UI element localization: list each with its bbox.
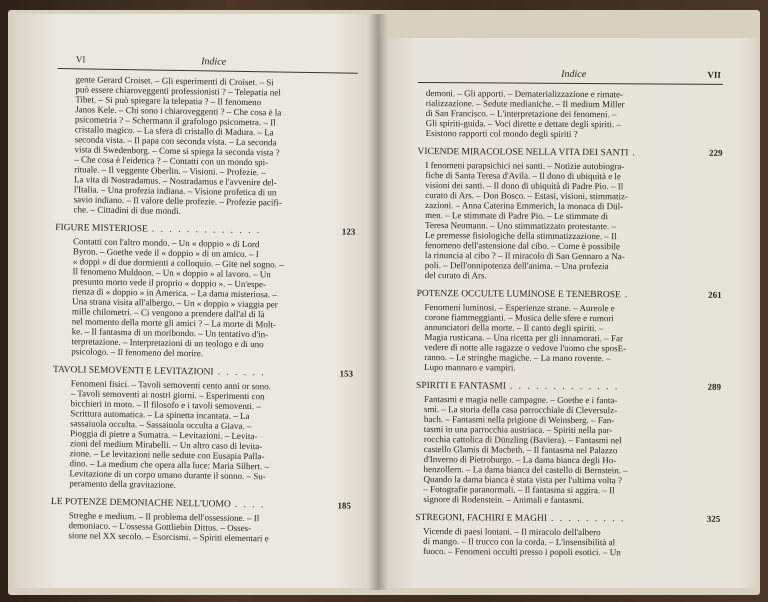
text-line: zioni del medium Mirabelli. – Un altro caso di levita-: [69, 438, 263, 452]
text-line: terpretazione. – Interpretazioni di un teologo e di uno: [71, 336, 264, 350]
chapter-heading: [417, 287, 722, 302]
running-title: Indice: [201, 56, 227, 68]
text-line: « doppi » di due dormienti a colloquio. – Gite nel sogno. –: [72, 256, 284, 270]
text-line: Esistono rapporti col mondo degli spiriti ?: [425, 128, 578, 139]
chapter-title: VICENDE MIRACOLOSE NELLA VITA DEI SANTI: [417, 146, 629, 159]
text-line: presunto morto vede il proprio « doppio ». – Un'espe-: [72, 276, 267, 290]
chapter-title: POTENZE OCCULTE LUMINOSE E TENEBROSE: [416, 288, 621, 301]
text-line: Quando la dama bianca è stata vista per l'ultima volta ?: [423, 474, 623, 486]
text-line: fiche di Santa Teresa d'Avila. – Il dono di ubiquità e le: [425, 170, 621, 182]
text-line: gente Gerard Croiset. – Gli esperimenti di Croiset. – Si: [75, 74, 274, 88]
text-line: può essere chiaroveggenti professionisti ? – Telepatia nel: [75, 84, 281, 98]
text-line: – Fotografie paranormali. – Il fantasma si aggira. – Il: [423, 484, 615, 496]
text-line: cristallo magico. – La sfera di cristallo di Madura. – La: [74, 124, 274, 138]
continued-entry-text: [418, 88, 723, 140]
chapter-contents: [415, 394, 721, 506]
text-line: ke. – Il fantasma di un moribondo. – Un tentativo d'in-: [71, 326, 269, 340]
text-line: nel momento della morte gli amici ? – La morte di Molt-: [71, 316, 277, 330]
text-line: Magia rusticana. – Una ricetta per gli innamorati. – Far: [424, 332, 624, 344]
text-line: bach. – Fantasmi nella prigione di Weinsberg. – Fan-: [423, 414, 615, 426]
text-line: Le premesse fisiologiche della stimmatizzazione. – Il: [424, 230, 617, 242]
text-line: bicchieri in moto. – Il filosofo e i tavoli semoventi. –: [70, 398, 262, 412]
text-line: visioni dei santi. – Il dono di ubiquità di Padre Pio. – Il: [425, 180, 624, 192]
text-line: che. – Cittadini di due mondi.: [73, 204, 181, 216]
chapter-contents: [416, 302, 721, 374]
chapter-heading: [415, 511, 720, 526]
running-title: Indice: [561, 68, 587, 81]
text-line: Lupo mannaro e vampiri.: [424, 362, 516, 373]
text-line: smi. – La storia della casa parrocchiale di Cleversulz-: [423, 404, 618, 416]
leader-dots: . . . .: [234, 499, 266, 511]
chapter-page-number: 185: [337, 500, 352, 511]
text-line: demoniaco. – L'ossessa Gottliebin Dittus. – Osses-: [68, 520, 252, 534]
text-line: curato di Ars. – Don Bosco. – Estasi, visioni, stimmatiz-: [425, 190, 628, 202]
text-line: poli. – Dell'onnipotenza dell'anima. – Una profezia: [424, 260, 609, 272]
text-line: sassaiuola occulta. – Sassaiuola occulta a Giava. –: [70, 418, 252, 432]
text-line: Fantasmi e magia nelle campagne. – Goethe e i fanta-: [423, 394, 618, 406]
text-line: l'Italia. – Una profezia indiana. – Visione profetica di un: [73, 184, 277, 198]
chapter-page-number: 289: [707, 381, 722, 392]
page-number-label: VI: [75, 54, 86, 65]
chapter-page-number: 261: [708, 289, 722, 300]
text-line: men. – Le stimmate di Padre Pio. – Le stimmate di: [425, 210, 609, 222]
text-line: dino. – La medium che opera alla luce: Maria Silbert. –: [69, 458, 270, 472]
leader-dots: . . . . . . . . . . . . .: [509, 381, 620, 393]
page-header: [58, 54, 358, 74]
text-line: psicologo. – Il fenomeno del morire.: [71, 346, 204, 359]
chapter-title: SPIRITI E FANTASMI: [416, 380, 506, 392]
text-line: signore di Rodenstein. – Animali e fantasmi.: [423, 494, 584, 506]
text-line: Byron. – Goethe vede il « doppio » di un amico. – I: [72, 246, 259, 260]
text-line: d'Inverno di Pietroburgo. – La dama bianca degli Ho-: [423, 454, 617, 466]
text-line: Janos Kele. – Chi sono i chiaroveggenti ? – Che cosa è la: [75, 104, 282, 118]
text-line: Pioggia di pietre a Sumatra. – Levitazioni. – Levita-: [69, 428, 258, 442]
chapter-title: TAVOLI SEMOVENTI E LEVITAZIONI: [52, 364, 214, 378]
text-line: castello Glamis di Macbeth. – Il fantasma nel Palazzo: [423, 444, 618, 456]
text-line: tasmi in una parrocchia austriaca. – Spiriti nella par-: [423, 424, 613, 436]
chapter-page-number: 325: [706, 513, 721, 524]
page-number-label: VII: [707, 69, 721, 80]
text-line: peramento della gravitazione.: [69, 478, 177, 490]
text-line: Teresa Neumann. – Uno stimmatizzato protestante. –: [425, 220, 616, 232]
text-line: Levitazione di un corpo umano durante il sonno. – Su-: [69, 468, 266, 482]
leader-dots: . . . . . .: [217, 367, 266, 379]
text-line: ranno. – Le stringhe magiche. – La mano rovente. –: [424, 352, 611, 364]
right-page: [378, 38, 758, 588]
text-line: annunciatori della morte. – Il canto degli spiriti. –: [424, 322, 604, 334]
right-page-content: [415, 68, 723, 558]
text-line: savio indiano. – Il valore delle profezie. – Profezie pacifi-: [73, 194, 282, 208]
text-line: Streghe e medium. – Il problema dell'ossessione. – Il: [68, 510, 260, 524]
text-line: Fenomeni luminosi. – Esperienze strane. – Aureole e: [424, 302, 615, 314]
chapter-contents: [50, 510, 350, 545]
text-line: Tibet. – Si può spiegare la telepatia ? – Il fenomeno: [75, 94, 262, 108]
book-gutter: [368, 14, 388, 590]
text-line: di mango. – Il trucco con la corda. – L'insensibilità al: [423, 536, 616, 548]
text-line: vedere di notte alle ragazze o vedove l'uomo che sposE-: [424, 342, 627, 354]
text-line: rocchia cattolica di Dünzling (Baviera). – Fantasmi nel: [423, 434, 622, 446]
chapter-contents: [417, 160, 723, 282]
text-line: di San Francisco. – L'interpretazione dei fenomeni. –: [425, 108, 617, 120]
leader-dots: .: [632, 148, 637, 159]
text-line: rienza di « doppio » in America. – La dama misteriosa. –: [72, 286, 278, 300]
text-line: Una strana visita all'albergo. – Un « doppio » viaggia per: [72, 296, 278, 310]
leader-dots: . . . . . . . . . . . . .: [151, 224, 262, 237]
text-line: rializzazione. – Sedute medianiche. – Il medium Miller: [425, 98, 625, 110]
text-line: sione nel XX secolo. – Esorcismi. – Spiriti elementari e: [68, 530, 269, 544]
text-line: mille chilometri. – Ci vengono a prendere dall'al di là: [71, 306, 265, 320]
chapter-heading: [416, 379, 721, 394]
text-line: seconda vista. – Il papa con seconda vista. – La seconda: [74, 134, 277, 148]
text-line: la rinuncia al cibo ? – Il miracolo di San Gennaro a Na-: [424, 250, 625, 262]
text-line: corone fiammeggianti. – Musica delle sfere e rumori: [424, 312, 614, 324]
text-line: Contatti con l'altro mondo. – Un « doppio » di Lord: [72, 236, 260, 250]
text-line: – Che cosa è l'eidetica ? – Contatti con un mondo spi-: [74, 154, 269, 168]
chapter-title: LE POTENZE DEMONIACHE NELL'UOMO: [50, 496, 231, 510]
leader-dots: . . . . . . . . .: [550, 513, 626, 525]
text-line: demoni. – Gli apporti. – Dematerializzazione e rimate-: [425, 88, 624, 100]
text-line: rituale. – Il veggente Oberlin. – Visioni. – Profezie. –: [74, 164, 266, 178]
text-line: Gli spiriti-guida. – Voci dirette e dettate degli spiriti. –: [425, 118, 622, 130]
text-line: zione. – Le levitazioni nelle sedute con Eusapia Palla-: [69, 448, 265, 462]
text-line: I fenomeni parapsichici nei santi. – Notizie autobiogra-: [425, 160, 625, 172]
continued-entry-text: [55, 74, 357, 219]
chapter-page-number: 153: [339, 368, 354, 379]
text-line: fenomeno dell'astensione dal cibo. – Come è possibile: [424, 240, 621, 252]
text-line: – Tavoli semoventi ai nostri giorni. – Esperimenti con: [70, 388, 265, 402]
text-line: del curato di Ars.: [424, 270, 487, 281]
text-line: vista di Swedenborg. – Come si spiega la seconda vista ?: [74, 144, 280, 158]
chapter-page-number: 229: [708, 147, 723, 158]
text-line: fuoco. – Fenomeni occulti presso i popoli esotici. – Un: [423, 546, 621, 558]
text-line: Fenomeni fisici. – Tavoli semoventi cento anni or sono.: [70, 378, 272, 392]
chapter-contents: [51, 378, 353, 493]
left-page: [14, 14, 378, 588]
page-header: [418, 68, 723, 85]
text-line: La vita di Nostradamus. – Nostradamus e l'avvenire del-: [73, 174, 277, 188]
text-line: henzollern. – La dama bianca del castello di Bernstein. –: [423, 464, 628, 476]
text-line: Vicende di paesi lontani. – Il miracolo dell'albero: [423, 526, 601, 538]
text-line: psicometria ? – Schermann il grafologo psicometra. – Il: [74, 114, 276, 128]
text-line: Scrittura automatica. – La spinetta incantata. – La: [70, 408, 250, 422]
text-line: zazioni. – Anna Caterina Emmerich, la monaca di Dül-: [425, 200, 624, 212]
chapter-contents: [415, 526, 720, 558]
left-page-content: [50, 54, 358, 545]
chapter-title: STREGONI, FACHIRI E MAGHI: [415, 512, 548, 524]
text-line: Il fenomeno Muldoon. – Un « doppio » al lavoro. – Un: [72, 266, 271, 280]
leader-dots: .: [624, 290, 630, 301]
chapter-page-number: 123: [341, 226, 356, 237]
chapter-title: FIGURE MISTERIOSE: [55, 222, 148, 235]
chapter-contents: [53, 236, 355, 361]
chapter-heading: [417, 145, 722, 160]
